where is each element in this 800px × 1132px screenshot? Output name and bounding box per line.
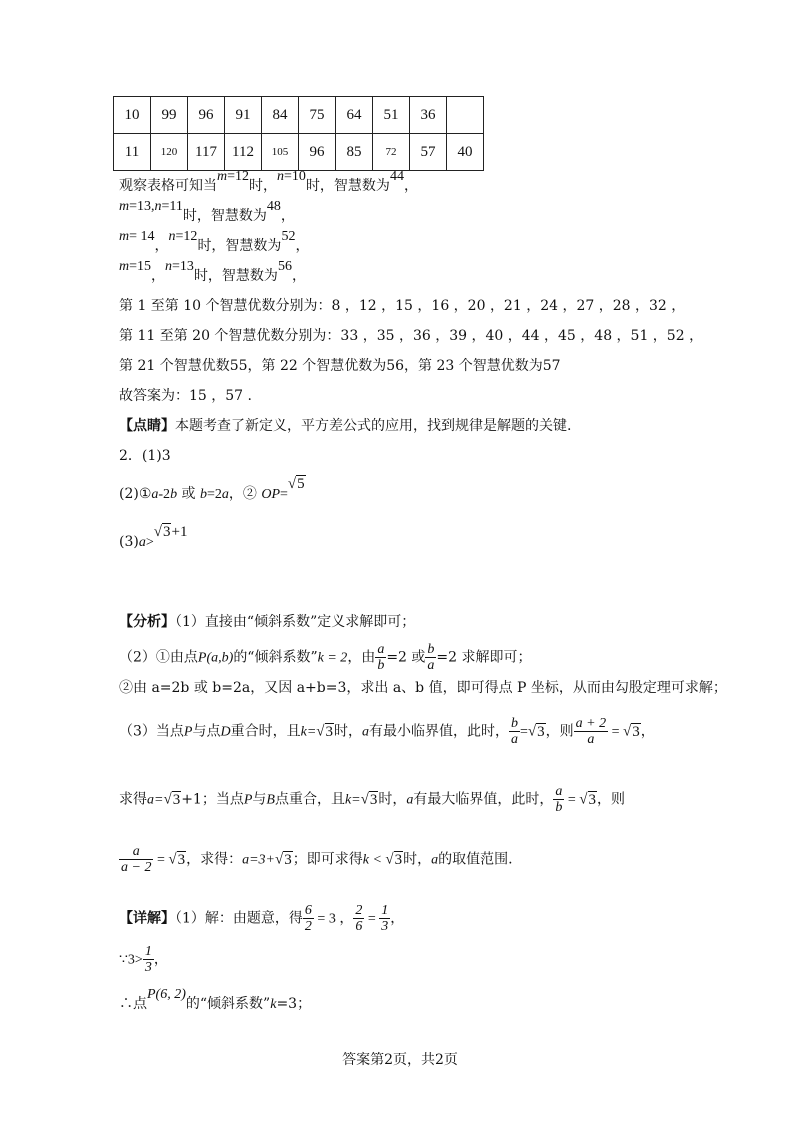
table-cell: 85 xyxy=(336,134,373,171)
table-cell: 40 xyxy=(447,134,484,171)
table-cell: 75 xyxy=(299,97,336,134)
line-18: $\frac{a}{a - 2}$ = √3，求得：a=3+√3；即可求得k < √3时，a的取值范围. xyxy=(121,844,513,875)
table-cell: 120 xyxy=(151,134,188,171)
table-cell: 11 xyxy=(114,134,151,171)
line-16: （3）当点P与点D重合时，且k=√3时，a有最小临界值，此时， $\frac{b}{a}$ =√3，则 $\frac{a + 2}{a}$ = √3， xyxy=(119,716,655,747)
table-cell: 10 xyxy=(114,97,151,134)
table-cell xyxy=(447,97,484,134)
line-15: ②由 a=2b 或 b=2a，又因 a+b=3，求出 a、b 值，即可得点 P 坐标，从而由勾股定理可求解； xyxy=(119,680,727,696)
table-cell: 96 xyxy=(188,97,225,134)
table-cell: 112 xyxy=(225,134,262,171)
table-row xyxy=(114,134,484,171)
line-21: ∴点P(6, 2)的“倾斜系数”k=3； xyxy=(119,987,312,1012)
line-3: m= 14，n=12时，智慧数为52， xyxy=(119,229,310,254)
number-table xyxy=(113,96,484,171)
line-10: 2．(1)3 xyxy=(119,448,171,464)
table-cell: 105 xyxy=(262,134,299,171)
table-cell: 99 xyxy=(151,97,188,134)
line-20: ∵3> $\frac{1}{3}$ ， xyxy=(119,944,168,975)
table-row xyxy=(114,97,484,134)
line-11: (2)①a-2b 或 b=2a，② OP=√5 xyxy=(119,476,305,502)
line-19: 【详解】（1）解：由题意，得 $\frac{6}{2}$ = 3 ， $\frac{2}{6}$ = $\frac{1}{3}$ ， xyxy=(119,903,405,934)
line-4: m=15，n=13时，智慧数为56， xyxy=(119,259,306,284)
line-8: 故答案为：15 ，57 . xyxy=(119,388,252,404)
line-12: (3)a>√3+1 xyxy=(119,524,188,550)
table-cell: 72 xyxy=(373,134,410,171)
table-cell: 36 xyxy=(410,97,447,134)
table-cell: 96 xyxy=(299,134,336,171)
table-cell: 117 xyxy=(188,134,225,171)
line-6: 第 11 至第 20 个智慧优数分别为：33 ，35 ，36 ，39 ，40 ，44 ，45 ，48 ，51 ，52 ， xyxy=(119,328,704,344)
line-17: 求得a=√3+1；当点P与B点重合，且k=√3时，a有最大临界值，此时， $\frac{a}{b}$ = √3，则 xyxy=(119,784,625,815)
line-13: 【分析】（1）直接由“倾斜系数”定义求解即可； xyxy=(119,614,416,630)
table-cell: 51 xyxy=(373,97,410,134)
table-cell: 64 xyxy=(336,97,373,134)
line-14: （2）①由点P(a,b)的“倾斜系数”k = 2，由 $\frac{a}{b}$ =2 或 $\frac{b}{a}$ =2 求解即可； xyxy=(119,642,532,673)
line-9: 【点睛】本题考查了新定义，平方差公式的应用，找到规律是解题的关键. xyxy=(119,418,572,434)
line-7: 第 21 个智慧优数55，第 22 个智慧优数为56，第 23 个智慧优数为57 xyxy=(119,358,561,374)
line-5: 第 1 至第 10 个智慧优数分别为：8 ，12 ，15 ，16 ，20 ，21 ，24 ，27 ，28 ，32 ， xyxy=(119,298,686,314)
line-1: 观察表格可知当m=12时，n=10时，智慧数为44， xyxy=(119,169,418,194)
table-cell: 84 xyxy=(262,97,299,134)
line-2: m=13,n=11时，智慧数为48， xyxy=(119,199,295,224)
table-cell: 91 xyxy=(225,97,262,134)
page-footer: 答案第2页，共2页 xyxy=(342,1052,458,1068)
table-cell: 57 xyxy=(410,134,447,171)
